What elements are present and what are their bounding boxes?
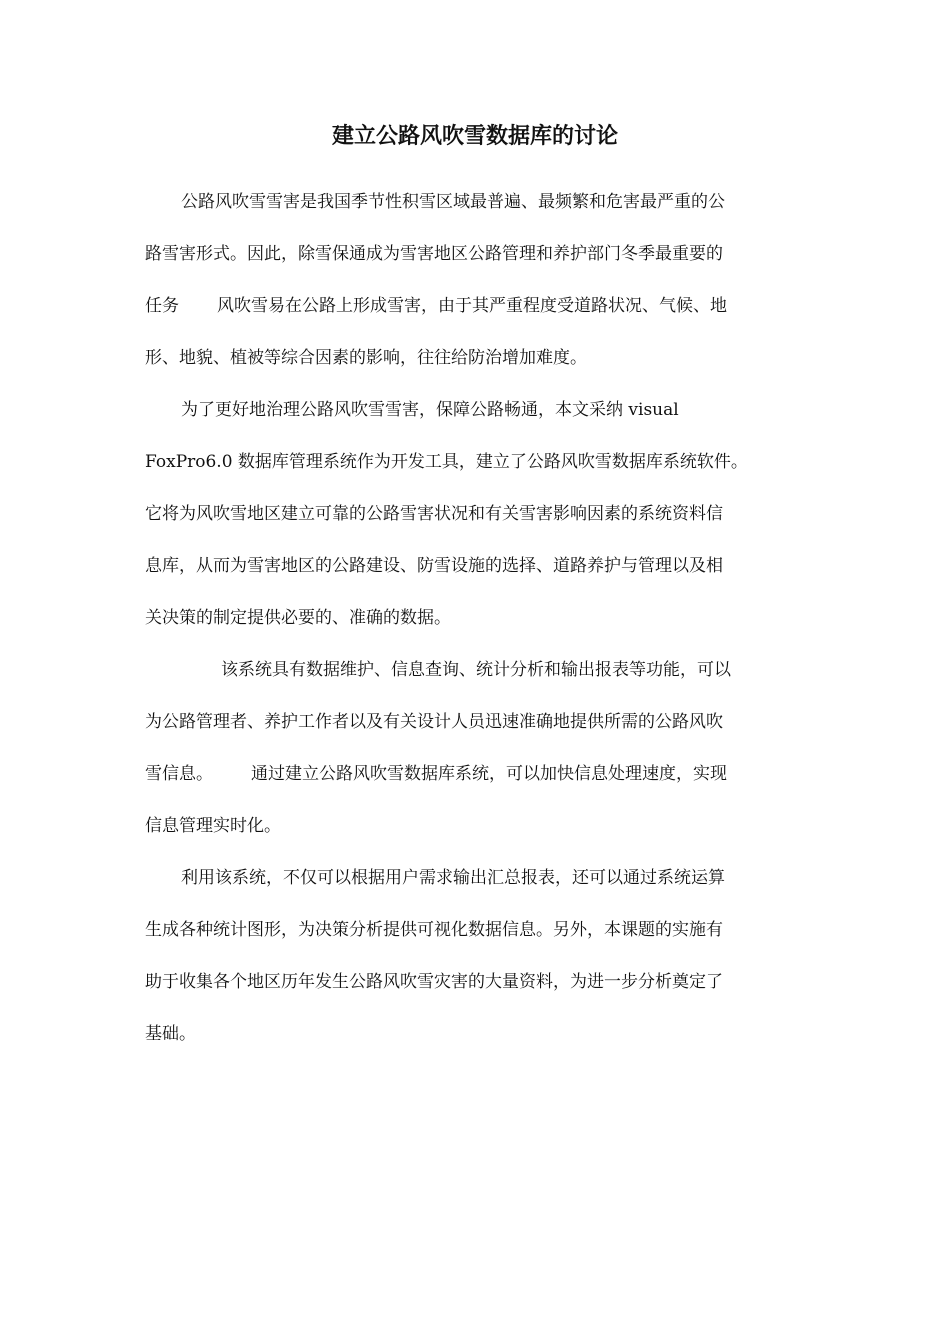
paragraph-line: 公路风吹雪雪害是我国季节性积雪区域最普遍、最频繁和危害最严重的公 [181, 192, 725, 212]
paragraph-1 [145, 176, 797, 384]
paragraph-line: FoxPro6.0 数据库管理系统作为开发工具，建立了公路风吹雪数据库系统软件。 [145, 452, 748, 472]
paragraph-3 [145, 644, 797, 852]
paragraph-line: 为了更好地治理公路风吹雪雪害，保障公路畅通，本文采纳 visual [181, 400, 679, 420]
paragraph-line: 为公路管理者、养护工作者以及有关设计人员迅速准确地提供所需的公路风吹 [145, 712, 723, 732]
paragraph-line: 生成各种统计图形，为决策分析提供可视化数据信息。另外，本课题的实施有 [145, 920, 723, 940]
paragraph-text: 风吹雪易在公路上形成雪害，由于其严重程度受道路状况、气候、地 [217, 296, 727, 316]
paragraph-line: 息库，从而为雪害地区的公路建设、防雪设施的选择、道路养护与管理以及相 [145, 556, 723, 576]
paragraph-line: 信息管理实时化。 [145, 816, 281, 836]
paragraph-line: 助于收集各个地区历年发生公路风吹雪灾害的大量资料，为进一步分析奠定了 [145, 972, 723, 992]
paragraph-line: 基础。 [145, 1024, 196, 1044]
paragraph-line-with-gap [145, 748, 797, 800]
paragraph-text: 雪信息。 [145, 764, 213, 784]
paragraph-line: 路雪害形式。因此，除雪保通成为雪害地区公路管理和养护部门冬季最重要的 [145, 244, 723, 264]
paragraph-line: 它将为风吹雪地区建立可靠的公路雪害状况和有关雪害影响因素的系统资料信 [145, 504, 723, 524]
paragraph-line: 利用该系统，不仅可以根据用户需求输出汇总报表，还可以通过系统运算 [181, 868, 725, 888]
paragraph-2 [145, 384, 797, 644]
paragraph-text: 通过建立公路风吹雪数据库系统，可以加快信息处理速度，实现 [251, 764, 727, 784]
paragraph-4 [145, 852, 797, 1060]
document-title: 建立公路风吹雪数据库的讨论 [331, 123, 618, 149]
paragraph-line: 形、地貌、植被等综合因素的影响，往往给防治增加难度。 [145, 348, 587, 368]
paragraph-line-with-gap [145, 280, 797, 332]
paragraph-line: 关决策的制定提供必要的、准确的数据。 [145, 608, 451, 628]
paragraph-line: 该系统具有数据维护、信息查询、统计分析和输出报表等功能，可以 [221, 660, 731, 680]
paragraph-text: 任务 [145, 296, 179, 316]
